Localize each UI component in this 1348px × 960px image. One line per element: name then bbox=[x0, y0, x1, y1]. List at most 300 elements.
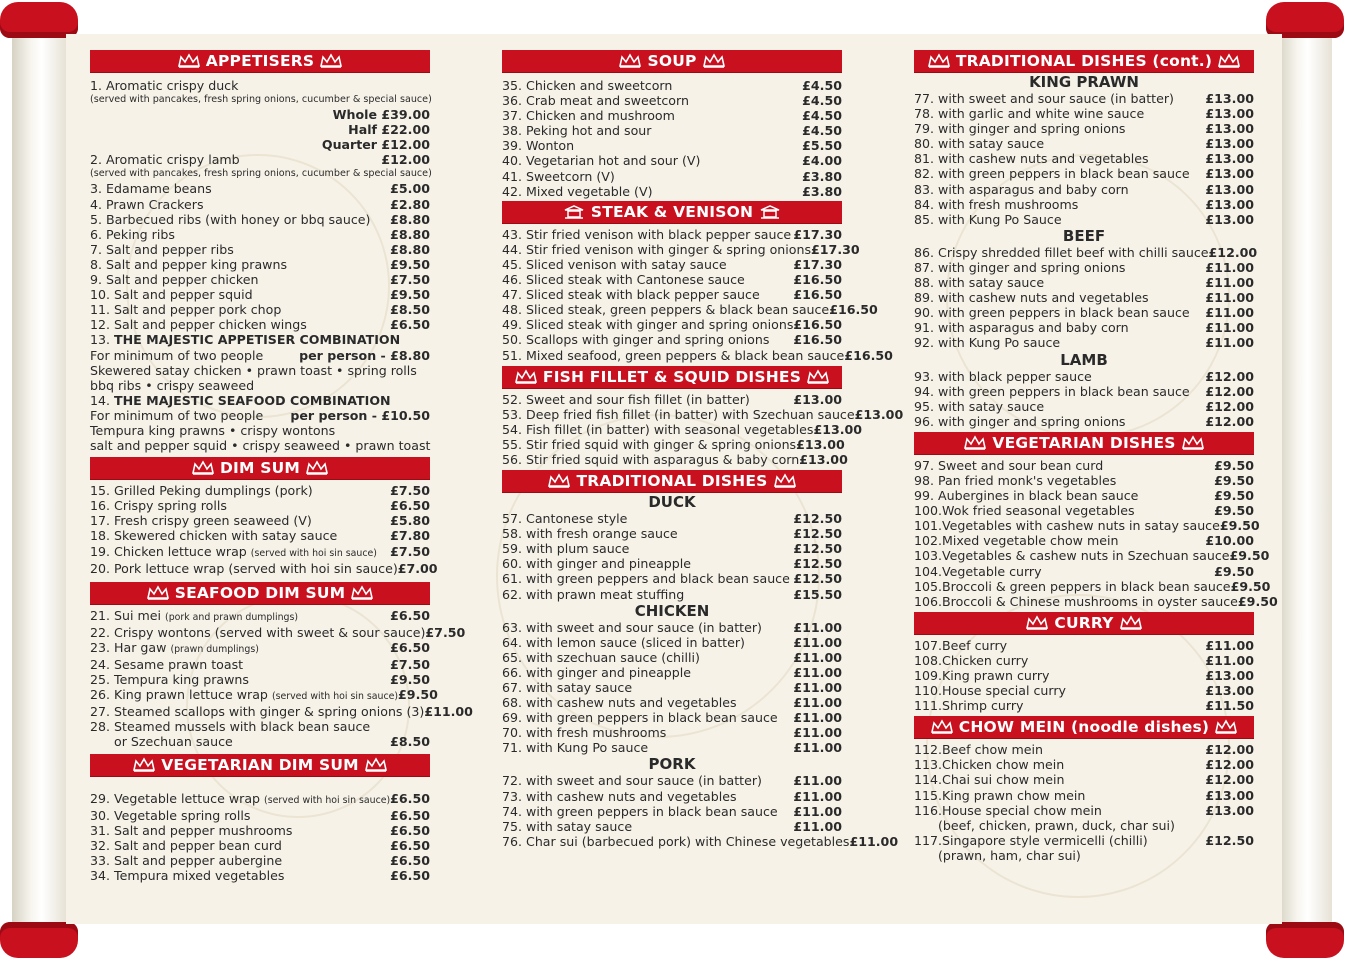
menu-item-price: £11.00 bbox=[849, 833, 899, 849]
menu-item-price: £11.00 bbox=[793, 725, 842, 741]
menu-item bbox=[914, 151, 1254, 166]
menu-item-name bbox=[502, 695, 737, 710]
menu-item-name bbox=[90, 561, 398, 576]
menu-item bbox=[914, 683, 1254, 698]
menu-item-name-text: 96. with ginger and spring onions bbox=[914, 413, 1126, 429]
menu-item-name: or Szechuan sauce bbox=[90, 734, 233, 750]
menu-item-name bbox=[914, 518, 1220, 533]
menu-item bbox=[502, 819, 842, 834]
menu-item-name-text: 16. Crispy spring rolls bbox=[90, 498, 227, 514]
menu-item bbox=[90, 498, 430, 513]
menu-item-name bbox=[914, 245, 1209, 260]
menu-item-price: £6.50 bbox=[390, 807, 430, 823]
menu-item-name bbox=[90, 704, 424, 719]
menu-item bbox=[90, 838, 430, 853]
menu-item bbox=[914, 166, 1254, 181]
menu-item-name-text: 77. with sweet and sour sauce (in batter) bbox=[914, 91, 1174, 106]
menu-item-price: £12.50 bbox=[793, 571, 842, 587]
menu-item-name-text: 6. Peking ribs bbox=[90, 226, 175, 242]
menu-item-price: £15.50 bbox=[793, 586, 842, 602]
menu-item-name-text: 86. Crispy shredded fillet beef with chilli sauce bbox=[914, 244, 1209, 260]
menu-item-name bbox=[90, 672, 249, 687]
menu-item bbox=[914, 136, 1254, 151]
menu-item-name-text: 90. with green peppers in black bean sauce bbox=[914, 305, 1190, 321]
menu-item bbox=[914, 275, 1254, 290]
menu-item bbox=[914, 772, 1254, 787]
menu-item-name bbox=[502, 227, 791, 242]
menu-item-price: £9.50 bbox=[1237, 593, 1278, 609]
menu-item-price: £11.00 bbox=[1205, 305, 1254, 321]
menu-item-name bbox=[502, 257, 727, 272]
menu-item-name-text: 54. Fish fillet (in batter) with seasonal vegetables bbox=[502, 421, 814, 437]
menu-item-name bbox=[914, 106, 1144, 121]
menu-item-price: £11.00 bbox=[1205, 335, 1254, 351]
menu-item-name: 2. Aromatic crispy lamb bbox=[90, 152, 240, 168]
menu-item-price: Whole £39.00 bbox=[332, 107, 430, 123]
menu-item bbox=[914, 260, 1254, 275]
menu-item-price: £6.50 bbox=[390, 837, 430, 853]
menu-item-name-text: 109.King prawn curry bbox=[914, 668, 1050, 683]
menu-item-name bbox=[914, 594, 1238, 609]
crown-icon bbox=[178, 54, 200, 68]
menu-item-name bbox=[914, 803, 1102, 818]
menu-item bbox=[90, 657, 430, 672]
menu-item bbox=[502, 635, 842, 650]
menu-item-price: £11.00 bbox=[793, 649, 842, 665]
menu-item-price: £16.50 bbox=[793, 272, 842, 288]
menu-item bbox=[502, 169, 842, 184]
combo-min-text: For minimum of two people bbox=[90, 407, 264, 423]
menu-item bbox=[90, 197, 430, 212]
menu-item-name-text: 79. with ginger and spring onions bbox=[914, 121, 1126, 137]
menu-item bbox=[914, 533, 1254, 548]
menu-item-name-text: 98. Pan fried monk's vegetables bbox=[914, 472, 1117, 488]
menu-item bbox=[914, 833, 1254, 848]
menu-item-name-text: 93. with black pepper sauce bbox=[914, 368, 1092, 384]
menu-item bbox=[90, 181, 430, 196]
menu-item-name bbox=[502, 287, 760, 302]
menu-item-price: £8.50 bbox=[390, 302, 430, 318]
menu-item bbox=[914, 742, 1254, 757]
menu-item-price: £13.00 bbox=[1205, 196, 1254, 212]
menu-item-price: £7.50 bbox=[390, 272, 430, 288]
menu-item bbox=[502, 773, 842, 788]
menu-item-name bbox=[914, 458, 1103, 473]
menu-item-price: £5.50 bbox=[802, 138, 842, 154]
menu-item-price: £6.50 bbox=[390, 639, 430, 655]
combo-number: 14. bbox=[90, 392, 111, 408]
menu-item-price: £13.00 bbox=[1205, 121, 1254, 137]
section-header-seafood-dim-sum bbox=[90, 582, 430, 605]
menu-item-name-text: 87. with ginger and spring onions bbox=[914, 259, 1126, 275]
menu-item-name bbox=[914, 414, 1126, 429]
menu-item-price: £11.00 bbox=[793, 818, 842, 834]
menu-item-name-text: 114.Chai sui chow mein bbox=[914, 772, 1065, 788]
menu-item-name bbox=[914, 683, 1066, 698]
menu-item-name bbox=[502, 138, 574, 153]
menu-item bbox=[502, 108, 842, 123]
menu-item-price: £6.50 bbox=[390, 317, 430, 333]
menu-item-name-text: 31. Salt and pepper mushrooms bbox=[90, 822, 293, 838]
menu-item-name bbox=[90, 528, 337, 543]
menu-item bbox=[502, 526, 842, 541]
menu-list bbox=[914, 244, 1258, 351]
menu-item-name-text: 30. Vegetable spring rolls bbox=[90, 807, 251, 823]
menu-item bbox=[502, 347, 893, 363]
menu-item-price: £6.50 bbox=[390, 790, 430, 806]
menu-item-name-text: 106.Broccoli & Chinese mushrooms in oyster sauce bbox=[914, 593, 1238, 609]
menu-item-price: £16.50 bbox=[829, 302, 878, 318]
menu-item bbox=[502, 804, 842, 819]
menu-item-price: £11.00 bbox=[793, 788, 842, 804]
menu-item-name bbox=[90, 302, 281, 317]
menu-item bbox=[502, 650, 842, 665]
subsection-title-pork: PORK bbox=[648, 755, 696, 774]
menu-item-name-text: 111.Shrimp curry bbox=[914, 698, 1024, 714]
menu-item-name-text: 18. Skewered chicken with satay sauce bbox=[90, 528, 338, 544]
menu-item-name bbox=[502, 153, 700, 168]
menu-item-price: £6.50 bbox=[390, 852, 430, 868]
menu-item-note: (beef, chicken, prawn, duck, char sui) bbox=[914, 817, 1175, 833]
menu-item-price: Half £22.00 bbox=[348, 122, 430, 138]
menu-item-name-text: 68. with cashew nuts and vegetables bbox=[502, 695, 737, 711]
menu-item-name bbox=[502, 302, 829, 317]
menu-item bbox=[90, 687, 438, 704]
menu-item-name-text: 88. with satay sauce bbox=[914, 275, 1045, 291]
menu-item-price: £8.80 bbox=[390, 241, 430, 257]
menu-item-name bbox=[914, 788, 1085, 803]
menu-item-name bbox=[914, 121, 1126, 136]
menu-item-name-text: 71. with Kung Po sauce bbox=[502, 740, 649, 756]
subsection-title-king-prawn: KING PRAWN bbox=[1029, 73, 1139, 91]
menu-item-price: £11.00 bbox=[1205, 637, 1254, 653]
menu-item bbox=[502, 436, 845, 452]
menu-item-name bbox=[502, 407, 855, 422]
menu-item-name bbox=[502, 541, 629, 556]
menu-item bbox=[914, 473, 1254, 488]
menu-item-name-text: 60. with ginger and pineapple bbox=[502, 556, 692, 572]
crown-icon bbox=[964, 436, 986, 450]
menu-item-price: £4.50 bbox=[802, 78, 842, 93]
menu-item-price: £13.00 bbox=[1205, 802, 1254, 818]
menu-item-name bbox=[502, 317, 793, 332]
menu-item-name-text: 89. with cashew nuts and vegetables bbox=[914, 290, 1149, 306]
section-title: SEAFOOD DIM SUM bbox=[174, 583, 346, 602]
menu-item bbox=[914, 212, 1254, 227]
menu-item-price: £11.00 bbox=[793, 680, 842, 695]
menu-list bbox=[914, 369, 1254, 429]
combo-contents: Tempura king prawns • crispy wontons bbox=[90, 422, 336, 438]
menu-item-name-text: 43. Stir fried venison with black pepper sauce bbox=[502, 226, 792, 242]
menu-item-price: £12.50 bbox=[1205, 832, 1254, 848]
menu-item-price: £11.00 bbox=[1205, 275, 1254, 291]
menu-item-name-text: 4. Prawn Crackers bbox=[90, 196, 204, 212]
section-header-vegetarian-dim-sum bbox=[90, 754, 430, 777]
menu-item-name bbox=[502, 348, 844, 363]
menu-item-name-text: 80. with satay sauce bbox=[914, 136, 1045, 152]
menu-item-name-text: 45. Sliced venison with satay sauce bbox=[502, 256, 727, 272]
menu-item-name-text: 95. with satay sauce bbox=[914, 398, 1045, 414]
menu-item-name bbox=[502, 332, 769, 347]
menu-item bbox=[90, 608, 430, 625]
menu-item bbox=[914, 91, 1254, 106]
menu-item bbox=[502, 138, 842, 153]
menu-item-name-text: 92. with Kung Po sauce bbox=[914, 335, 1061, 351]
menu-item-name-text: 9. Salt and pepper chicken bbox=[90, 272, 259, 288]
menu-item-name bbox=[914, 151, 1149, 166]
menu-item bbox=[502, 511, 842, 526]
menu-item-price: £13.00 bbox=[1205, 136, 1254, 152]
menu-item-name bbox=[502, 526, 678, 541]
section-title: SOUP bbox=[647, 52, 697, 70]
menu-item-name bbox=[502, 740, 648, 755]
menu-item-price: £12.00 bbox=[1205, 742, 1254, 758]
menu-list bbox=[90, 607, 473, 720]
menu-item bbox=[502, 725, 842, 740]
menu-item-name bbox=[90, 823, 292, 838]
menu-item bbox=[502, 153, 842, 168]
menu-item-name bbox=[90, 483, 313, 498]
section-title: APPETISERS bbox=[205, 52, 315, 70]
menu-item-price: £3.80 bbox=[802, 168, 842, 184]
menu-item-name bbox=[502, 169, 615, 184]
menu-item-name bbox=[914, 290, 1149, 305]
menu-item-name-text: 108.Chicken curry bbox=[914, 652, 1029, 668]
menu-item-name bbox=[914, 668, 1049, 683]
menu-item-name-text: 49. Sliced steak with ginger and spring onions bbox=[502, 317, 794, 333]
menu-item-price: £11.00 bbox=[793, 710, 842, 726]
menu-item bbox=[914, 399, 1254, 414]
section-title: FISH FILLET & SQUID DISHES bbox=[542, 367, 802, 386]
menu-item-name bbox=[90, 257, 287, 272]
menu-item-name bbox=[90, 808, 250, 823]
menu-item-name-text: 74. with green peppers in black bean sauce bbox=[502, 803, 778, 819]
menu-item-price: £9.50 bbox=[1229, 548, 1270, 564]
menu-item-name-text: 76. Char sui (barbecued pork) with Chinese vegetables bbox=[502, 833, 850, 849]
menu-item-name bbox=[502, 635, 745, 650]
menu-item-name bbox=[90, 791, 390, 808]
menu-item-name-text: 75. with satay sauce bbox=[502, 818, 633, 834]
menu-item-name-text: 115.King prawn chow mein bbox=[914, 787, 1086, 803]
menu-item bbox=[90, 791, 430, 808]
menu-item-name-text: 70. with fresh mushrooms bbox=[502, 725, 667, 741]
menu-item bbox=[914, 578, 1271, 594]
menu-item-name bbox=[90, 657, 243, 672]
menu-item-price: £13.00 bbox=[1205, 211, 1254, 227]
menu-item bbox=[914, 369, 1254, 384]
menu-item-price: £11.00 bbox=[793, 664, 842, 680]
combo-heading bbox=[90, 332, 430, 347]
section-title: DIM SUM bbox=[219, 459, 301, 478]
menu-item-name bbox=[914, 742, 1043, 757]
menu-item-name-text: 100.Wok fried seasonal vegetables bbox=[914, 503, 1135, 519]
menu-item-price: £9.50 bbox=[1214, 488, 1254, 504]
section-header-traditional-cont bbox=[914, 50, 1254, 73]
menu-item bbox=[502, 184, 842, 199]
section-header-dim-sum bbox=[90, 457, 430, 480]
menu-item-name-text: 78. with garlic and white wine sauce bbox=[914, 106, 1145, 122]
crown-icon bbox=[1215, 720, 1237, 734]
menu-item-name bbox=[502, 392, 750, 407]
menu-item-name-text: 36. Crab meat and sweetcorn bbox=[502, 93, 689, 109]
section-title: STEAK & VENISON bbox=[590, 202, 754, 221]
menu-item-name-text: 5. Barbecued ribs (with honey or bbq sauce) bbox=[90, 211, 371, 227]
menu-item bbox=[502, 78, 842, 93]
menu-item bbox=[914, 414, 1254, 429]
menu-item-name bbox=[502, 773, 762, 788]
menu-item-name: 1. Aromatic crispy duck bbox=[90, 78, 239, 93]
combo-title: THE MAJESTIC SEAFOOD COMBINATION bbox=[114, 392, 391, 408]
menu-item bbox=[90, 734, 430, 749]
menu-item-name bbox=[914, 369, 1092, 384]
menu-item-name-text: 44. Stir fried venison with ginger & spring onions bbox=[502, 241, 812, 257]
menu-item-name-text: 69. with green peppers in black bean sauce bbox=[502, 710, 778, 726]
menu-item-name bbox=[502, 804, 778, 819]
menu-item-price: £11.00 bbox=[793, 803, 842, 819]
combo-min-row bbox=[90, 348, 430, 363]
menu-item-name bbox=[502, 789, 737, 804]
menu-item-name-text: 25. Tempura king prawns bbox=[90, 672, 249, 688]
section-header-vegetarian-dishes bbox=[914, 432, 1254, 455]
menu-item-price: £9.50 bbox=[1214, 503, 1254, 519]
menu-item-name-text: 34. Tempura mixed vegetables bbox=[90, 868, 285, 884]
menu-item-name bbox=[914, 473, 1116, 488]
menu-list bbox=[914, 638, 1254, 713]
menu-item bbox=[90, 513, 430, 528]
menu-item bbox=[90, 624, 466, 640]
menu-item bbox=[502, 227, 842, 242]
menu-item bbox=[502, 695, 842, 710]
menu-item bbox=[90, 868, 430, 883]
menu-item-price: £5.00 bbox=[390, 181, 430, 197]
section-header-chow-mein bbox=[914, 716, 1254, 739]
menu-item-price: £16.50 bbox=[793, 332, 842, 348]
section-title: CHOW MEIN (noodle dishes) bbox=[958, 718, 1210, 737]
menu-item bbox=[90, 152, 430, 167]
menu-item bbox=[914, 290, 1254, 305]
crown-icon bbox=[928, 54, 950, 68]
menu-item-price: £11.00 bbox=[793, 773, 842, 789]
combo-min-text: For minimum of two people bbox=[90, 347, 264, 363]
menu-item-price: £13.00 bbox=[813, 421, 863, 437]
menu-item-price: £8.50 bbox=[390, 734, 430, 750]
menu-item-name bbox=[90, 608, 298, 625]
menu-item-name bbox=[914, 579, 1231, 594]
menu-item-name-text: 32. Salt and pepper bean curd bbox=[90, 837, 282, 853]
section-header-steak-venison bbox=[502, 201, 842, 224]
menu-item-name-text: 113.Chicken chow mein bbox=[914, 757, 1065, 773]
menu-item-name-text: 62. with prawn meat stuffing bbox=[502, 586, 685, 602]
menu-item-name bbox=[914, 548, 1230, 563]
menu-list bbox=[90, 181, 430, 332]
menu-item-price: £7.50 bbox=[390, 657, 430, 672]
menu-item-name: 28. Steamed mussels with black bean sauce bbox=[90, 719, 371, 735]
menu-item-name bbox=[502, 680, 632, 695]
crown-icon bbox=[515, 370, 537, 384]
menu-item-price: £11.00 bbox=[1205, 652, 1254, 668]
menu-item-name bbox=[502, 650, 700, 665]
menu-item bbox=[90, 560, 438, 576]
menu-item-price: £7.80 bbox=[390, 528, 430, 544]
menu-item-price: £7.50 bbox=[425, 624, 466, 640]
menu-item bbox=[914, 653, 1254, 668]
menu-item-name-text: 37. Chicken and mushroom bbox=[502, 108, 675, 124]
menu-item-price: £13.00 bbox=[1205, 91, 1254, 106]
menu-item-name bbox=[502, 452, 799, 467]
menu-item-price: £8.80 bbox=[390, 226, 430, 242]
menu-item bbox=[502, 587, 842, 602]
menu-item-name-text: 23. Har gaw bbox=[90, 639, 167, 655]
menu-item bbox=[90, 302, 430, 317]
menu-item-price: £4.50 bbox=[802, 108, 842, 124]
menu-item-note: (prawn, ham, char sui) bbox=[914, 847, 1081, 863]
menu-item-price: £13.00 bbox=[796, 436, 845, 452]
menu-item-name-text: 20. Pork lettuce wrap (served with hoi sin sauce) bbox=[90, 560, 398, 576]
menu-list bbox=[502, 391, 904, 467]
crown-icon bbox=[320, 54, 342, 68]
menu-item-price: £12.00 bbox=[1205, 383, 1254, 399]
menu-item bbox=[914, 698, 1254, 713]
menu-item bbox=[90, 853, 430, 868]
menu-item-name-text: 73. with cashew nuts and vegetables bbox=[502, 788, 737, 804]
menu-item-name-text: 107.Beef curry bbox=[914, 637, 1008, 653]
menu-item-price: £12.00 bbox=[1205, 772, 1254, 788]
menu-item-price: £13.00 bbox=[793, 391, 842, 407]
menu-item bbox=[502, 287, 842, 302]
menu-item bbox=[502, 272, 842, 287]
menu-item-name bbox=[90, 197, 204, 212]
menu-item-name-text: 94. with green peppers in black bean sauce bbox=[914, 383, 1190, 399]
menu-item-name-text: 66. with ginger and pineapple bbox=[502, 664, 692, 680]
menu-item-price: £11.00 bbox=[793, 695, 842, 711]
section-header-soup bbox=[502, 50, 842, 73]
menu-item-price: £9.50 bbox=[1219, 518, 1260, 534]
combo-number: 13. bbox=[90, 332, 111, 348]
menu-item-price: £13.00 bbox=[799, 451, 848, 467]
menu-item-name bbox=[90, 317, 307, 332]
menu-item-price: £12.00 bbox=[1208, 244, 1258, 260]
menu-item-price: £12.50 bbox=[793, 526, 842, 542]
menu-item-price: £13.00 bbox=[1205, 166, 1254, 182]
menu-item-price: £13.00 bbox=[1205, 151, 1254, 167]
menu-item-name bbox=[914, 399, 1044, 414]
menu-item-price: £11.00 bbox=[424, 704, 473, 720]
menu-item-name bbox=[914, 212, 1062, 227]
menu-item-name bbox=[90, 272, 258, 287]
menu-item-name-text: 52. Sweet and sour fish fillet (in batter) bbox=[502, 391, 750, 407]
crown-icon bbox=[351, 586, 373, 600]
menu-item-price: £12.00 bbox=[1205, 757, 1254, 773]
menu-item-name-text: 40. Vegetarian hot and sour (V) bbox=[502, 153, 701, 169]
menu-item-name bbox=[502, 620, 762, 635]
menu-list bbox=[502, 773, 899, 849]
menu-item-name bbox=[90, 868, 284, 883]
menu-item-name-text: 83. with asparagus and baby corn bbox=[914, 181, 1129, 197]
crown-icon bbox=[807, 370, 829, 384]
menu-item bbox=[502, 789, 842, 804]
menu-item-note: (served with hoi sin sauce) bbox=[264, 794, 391, 806]
combo-contents: bbq ribs • crispy seaweed bbox=[90, 377, 255, 393]
menu-item-price: £11.00 bbox=[1205, 320, 1254, 336]
menu-item-price: £17.30 bbox=[811, 241, 860, 257]
menu-item-name-text: 97. Sweet and sour bean curd bbox=[914, 457, 1104, 473]
menu-item-price: £9.50 bbox=[1214, 457, 1254, 473]
section-title: VEGETARIAN DIM SUM bbox=[161, 755, 359, 774]
menu-item-name bbox=[914, 564, 1042, 579]
crown-icon bbox=[619, 54, 641, 68]
menu-item bbox=[502, 421, 863, 437]
menu-item-name bbox=[914, 638, 1007, 653]
